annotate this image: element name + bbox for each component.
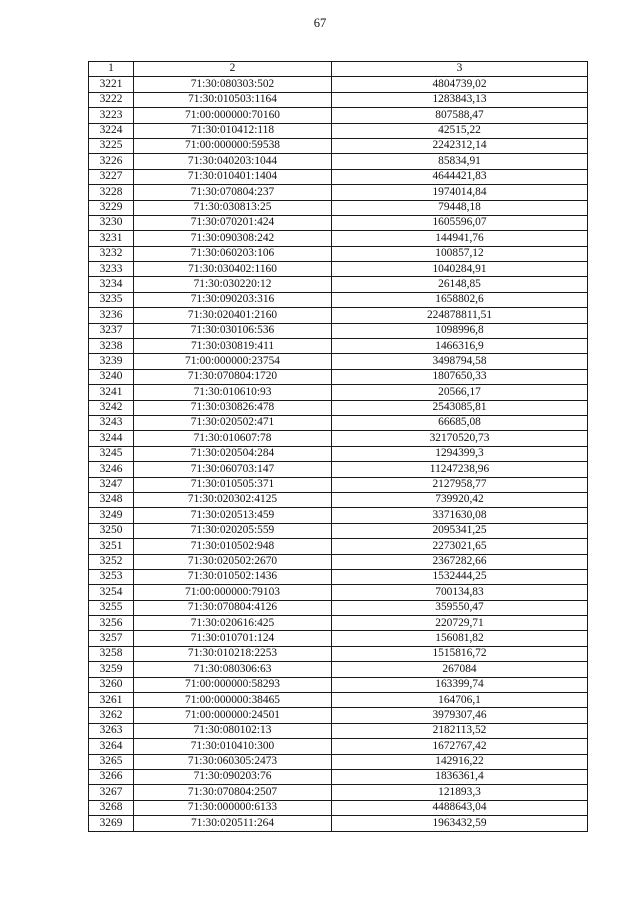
cadastral-number-cell: 71:30:030826:478	[134, 400, 332, 415]
table-row	[89, 123, 588, 138]
table-row	[89, 308, 588, 323]
value-cell: 4804739,02	[332, 77, 588, 92]
cadastral-number-cell: 71:30:020502:471	[134, 415, 332, 430]
row-index-cell: 3226	[89, 154, 134, 169]
table-row	[89, 477, 588, 492]
row-index-cell: 3268	[89, 800, 134, 815]
table-row	[89, 554, 588, 569]
row-index-cell: 3259	[89, 662, 134, 677]
table-row	[89, 816, 588, 831]
value-cell: 20566,17	[332, 385, 588, 400]
value-cell: 2543085,81	[332, 400, 588, 415]
row-index-cell: 3223	[89, 108, 134, 123]
table-row	[89, 292, 588, 307]
value-cell: 2127958,77	[332, 477, 588, 492]
cadastral-number-cell: 71:00:000000:79103	[134, 585, 332, 600]
cadastral-number-cell: 71:30:020504:284	[134, 446, 332, 461]
value-cell: 1605596,07	[332, 215, 588, 230]
table-row	[89, 431, 588, 446]
row-index-cell: 3242	[89, 400, 134, 415]
cadastral-number-cell: 71:30:080303:502	[134, 77, 332, 92]
row-index-cell: 3235	[89, 292, 134, 307]
value-cell: 1963432,59	[332, 816, 588, 831]
table-row	[89, 539, 588, 554]
table-row	[89, 400, 588, 415]
cadastral-number-cell: 71:30:030106:536	[134, 323, 332, 338]
row-index-cell: 3262	[89, 708, 134, 723]
table-row	[89, 231, 588, 246]
cadastral-number-cell: 71:30:010410:300	[134, 739, 332, 754]
row-index-cell: 3222	[89, 92, 134, 107]
table-body	[89, 77, 588, 831]
value-cell: 66685,08	[332, 415, 588, 430]
row-index-cell: 3251	[89, 539, 134, 554]
row-index-cell: 3253	[89, 569, 134, 584]
cadastral-number-cell: 71:00:000000:70160	[134, 108, 332, 123]
table-row	[89, 693, 588, 708]
value-cell: 1807650,33	[332, 369, 588, 384]
value-cell: 224878811,51	[332, 308, 588, 323]
row-index-cell: 3234	[89, 277, 134, 292]
value-cell: 1532444,25	[332, 569, 588, 584]
table-row	[89, 677, 588, 692]
value-cell: 42515,22	[332, 123, 588, 138]
table-row	[89, 185, 588, 200]
cadastral-number-cell: 71:30:040203:1044	[134, 154, 332, 169]
cadastral-number-cell: 71:30:020511:264	[134, 816, 332, 831]
cadastral-number-cell: 71:30:010505:371	[134, 477, 332, 492]
value-cell: 1974014,84	[332, 185, 588, 200]
value-cell: 4488643,04	[332, 800, 588, 815]
row-index-cell: 3263	[89, 723, 134, 738]
table-row	[89, 92, 588, 107]
value-cell: 1283843,13	[332, 92, 588, 107]
row-index-cell: 3249	[89, 508, 134, 523]
table-row	[89, 492, 588, 507]
cadastral-number-cell: 71:30:010701:124	[134, 631, 332, 646]
value-cell: 1040284,91	[332, 262, 588, 277]
row-index-cell: 3245	[89, 446, 134, 461]
table-row	[89, 585, 588, 600]
value-cell: 1466316,9	[332, 339, 588, 354]
value-cell: 267084	[332, 662, 588, 677]
table-row	[89, 215, 588, 230]
cadastral-number-cell: 71:00:000000:38465	[134, 693, 332, 708]
cadastral-number-cell: 71:30:080306:63	[134, 662, 332, 677]
cadastral-number-cell: 71:30:070804:1720	[134, 369, 332, 384]
row-index-cell: 3221	[89, 77, 134, 92]
table-row	[89, 739, 588, 754]
cadastral-number-cell: 71:30:010502:1436	[134, 569, 332, 584]
cadastral-number-cell: 71:00:000000:58293	[134, 677, 332, 692]
value-cell: 2367282,66	[332, 554, 588, 569]
value-cell: 2182113,52	[332, 723, 588, 738]
page-number: 67	[313, 16, 327, 30]
table-row	[89, 769, 588, 784]
row-index-cell: 3254	[89, 585, 134, 600]
table-row	[89, 446, 588, 461]
table-row	[89, 77, 588, 92]
cadastral-number-cell: 71:30:060203:106	[134, 246, 332, 261]
cadastral-number-cell: 71:30:070201:424	[134, 215, 332, 230]
row-index-cell: 3260	[89, 677, 134, 692]
cadastral-number-cell: 71:30:070804:237	[134, 185, 332, 200]
cadastral-number-cell: 71:00:000000:24501	[134, 708, 332, 723]
cadastral-number-cell: 71:30:080102:13	[134, 723, 332, 738]
table-row	[89, 339, 588, 354]
cadastral-number-cell: 71:30:090308:242	[134, 231, 332, 246]
row-index-cell: 3247	[89, 477, 134, 492]
value-cell: 3979307,46	[332, 708, 588, 723]
cadastral-number-cell: 71:30:020205:559	[134, 523, 332, 538]
row-index-cell: 3241	[89, 385, 134, 400]
row-index-cell: 3246	[89, 462, 134, 477]
cadastral-number-cell: 71:30:090203:316	[134, 292, 332, 307]
cadastral-number-cell: 71:30:010218:2253	[134, 646, 332, 661]
cadastral-number-cell: 71:30:020302:4125	[134, 492, 332, 507]
cadastral-number-cell: 71:30:060703:147	[134, 462, 332, 477]
value-cell: 1672767,42	[332, 739, 588, 754]
table-row	[89, 723, 588, 738]
row-index-cell: 3236	[89, 308, 134, 323]
value-cell: 121893,3	[332, 785, 588, 800]
row-index-cell: 3229	[89, 200, 134, 215]
value-cell: 142916,22	[332, 754, 588, 769]
table-row	[89, 508, 588, 523]
value-cell: 220729,71	[332, 616, 588, 631]
value-cell: 1294399,3	[332, 446, 588, 461]
row-index-cell: 3257	[89, 631, 134, 646]
value-cell: 700134,83	[332, 585, 588, 600]
row-index-cell: 3237	[89, 323, 134, 338]
cadastral-number-cell: 71:30:030819:411	[134, 339, 332, 354]
value-cell: 1836361,4	[332, 769, 588, 784]
row-index-cell: 3250	[89, 523, 134, 538]
table-row	[89, 138, 588, 153]
row-index-cell: 3231	[89, 231, 134, 246]
value-cell: 807588,47	[332, 108, 588, 123]
cadastral-number-cell: 71:30:090203:76	[134, 769, 332, 784]
value-cell: 32170520,73	[332, 431, 588, 446]
value-cell: 1658802,6	[332, 292, 588, 307]
table-row	[89, 631, 588, 646]
row-index-cell: 3264	[89, 739, 134, 754]
table-row	[89, 569, 588, 584]
table-row	[89, 600, 588, 615]
row-index-cell: 3238	[89, 339, 134, 354]
cadastral-number-cell: 71:30:010401:1404	[134, 169, 332, 184]
table-row	[89, 646, 588, 661]
value-cell: 144941,76	[332, 231, 588, 246]
table-row	[89, 800, 588, 815]
value-cell: 79448,18	[332, 200, 588, 215]
cadastral-number-cell: 71:00:000000:59538	[134, 138, 332, 153]
row-index-cell: 3258	[89, 646, 134, 661]
cadastral-number-cell: 71:30:010610:93	[134, 385, 332, 400]
value-cell: 739920,42	[332, 492, 588, 507]
cadastral-number-cell: 71:30:020513:459	[134, 508, 332, 523]
value-cell: 156081,82	[332, 631, 588, 646]
value-cell: 2273021,65	[332, 539, 588, 554]
table-row	[89, 277, 588, 292]
table-row	[89, 369, 588, 384]
value-cell: 1098996,8	[332, 323, 588, 338]
row-index-cell: 3267	[89, 785, 134, 800]
column-header-index: 1	[89, 62, 134, 77]
cadastral-number-cell: 71:30:060305:2473	[134, 754, 332, 769]
value-cell: 164706,1	[332, 693, 588, 708]
row-index-cell: 3248	[89, 492, 134, 507]
cadastral-number-cell: 71:30:070804:4126	[134, 600, 332, 615]
value-cell: 2242312,14	[332, 138, 588, 153]
cadastral-number-cell: 71:00:000000:23754	[134, 354, 332, 369]
table-row	[89, 169, 588, 184]
row-index-cell: 3244	[89, 431, 134, 446]
cadastral-number-cell: 71:30:010503:1164	[134, 92, 332, 107]
table-row	[89, 708, 588, 723]
value-cell: 11247238,96	[332, 462, 588, 477]
table-header-row	[89, 62, 588, 77]
table-row	[89, 154, 588, 169]
table-row	[89, 754, 588, 769]
table-row	[89, 108, 588, 123]
row-index-cell: 3256	[89, 616, 134, 631]
cadastral-number-cell: 71:30:020502:2670	[134, 554, 332, 569]
table-row	[89, 246, 588, 261]
table-row	[89, 462, 588, 477]
row-index-cell: 3243	[89, 415, 134, 430]
value-cell: 4644421,83	[332, 169, 588, 184]
row-index-cell: 3232	[89, 246, 134, 261]
cadastral-number-cell: 71:30:030813:25	[134, 200, 332, 215]
column-header-value: 3	[332, 62, 588, 77]
value-cell: 163399,74	[332, 677, 588, 692]
value-cell: 1515816,72	[332, 646, 588, 661]
row-index-cell: 3233	[89, 262, 134, 277]
row-index-cell: 3240	[89, 369, 134, 384]
table-row	[89, 385, 588, 400]
table-row	[89, 200, 588, 215]
table-row	[89, 523, 588, 538]
cadastral-number-cell: 71:30:000000:6133	[134, 800, 332, 815]
cadastral-number-cell: 71:30:010607:78	[134, 431, 332, 446]
row-index-cell: 3239	[89, 354, 134, 369]
table-row	[89, 354, 588, 369]
table-row	[89, 323, 588, 338]
row-index-cell: 3255	[89, 600, 134, 615]
value-cell: 85834,91	[332, 154, 588, 169]
table-row	[89, 785, 588, 800]
cadastral-number-cell: 71:30:020401:2160	[134, 308, 332, 323]
cadastral-number-cell: 71:30:030402:1160	[134, 262, 332, 277]
row-index-cell: 3228	[89, 185, 134, 200]
row-index-cell: 3252	[89, 554, 134, 569]
table-row	[89, 662, 588, 677]
cadastral-number-cell: 71:30:030220:12	[134, 277, 332, 292]
value-cell: 2095341,25	[332, 523, 588, 538]
cadastral-number-cell: 71:30:070804:2507	[134, 785, 332, 800]
row-index-cell: 3224	[89, 123, 134, 138]
cadastral-number-cell: 71:30:010502:948	[134, 539, 332, 554]
row-index-cell: 3261	[89, 693, 134, 708]
column-header-cadastral-number: 2	[134, 62, 332, 77]
cadastral-number-cell: 71:30:010412:118	[134, 123, 332, 138]
value-cell: 26148,85	[332, 277, 588, 292]
row-index-cell: 3269	[89, 816, 134, 831]
row-index-cell: 3225	[89, 138, 134, 153]
value-cell: 359550,47	[332, 600, 588, 615]
value-cell: 3498794,58	[332, 354, 588, 369]
value-cell: 3371630,08	[332, 508, 588, 523]
row-index-cell: 3230	[89, 215, 134, 230]
table-row	[89, 262, 588, 277]
row-index-cell: 3265	[89, 754, 134, 769]
table-row	[89, 415, 588, 430]
value-cell: 100857,12	[332, 246, 588, 261]
row-index-cell: 3266	[89, 769, 134, 784]
registry-table	[88, 61, 588, 832]
row-index-cell: 3227	[89, 169, 134, 184]
cadastral-number-cell: 71:30:020616:425	[134, 616, 332, 631]
table-row	[89, 616, 588, 631]
